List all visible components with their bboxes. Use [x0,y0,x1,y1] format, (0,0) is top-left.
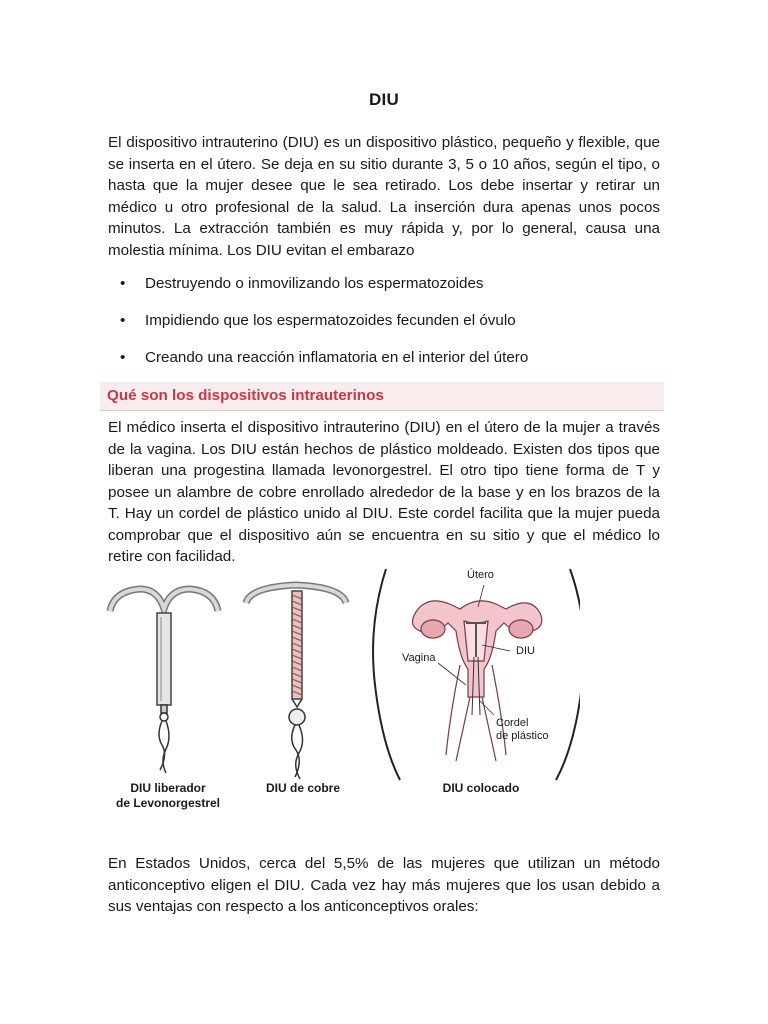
section-paragraph: El médico inserta el dispositivo intrauterino (DIU) en el útero de la mujer a través de la vagina. Los DIU están hechos de plástico moldeado. Existen dos tipos que liberan una progestina llamada levonorgestrel. El otro tipo tiene forma de T y posee un alambre de cobre enrollado alrededor de la base y en los brazos de la T. Hay un cordel de plástico unido al DIU. Este cordel facilita que la mujer pueda comprobar que el dispositivo aún se encuentra en su sitio y que el médico lo retire con facilidad. [108,419,660,565]
bullet-icon: • [120,275,126,292]
list-item-text: Impidiendo que los espermatozoides fecunden el óvulo [145,312,516,329]
label-diu: DIU [516,645,535,657]
label-vagina: Vagina [402,652,436,664]
closing-paragraph: En Estados Unidos, cerca del 5,5% de las mujeres que utilizan un método anticonceptivo eligen el DIU. Cada vez hay más mujeres que los usan debido a sus ventajas con respecto a los anticonceptivos orales: [108,855,660,915]
caption-iud-placed: DIU colocado [442,781,520,795]
label-cordel [496,717,549,743]
caption-hormonal-line2: de Levonorgestrel [115,796,221,810]
label-cordel-line2: de plástico [496,730,549,742]
list-item [118,347,658,384]
bullet-icon: • [120,312,126,329]
list-item [118,273,658,310]
intro-paragraph: El dispositivo intrauterino (DIU) es un dispositivo plástico, pequeño y flexible, que se inserta en el útero. Se deja en su sitio durante 3, 5 o 10 años, según el tipo, o hasta que la mujer desee que le sea retirado. Los debe insertar y retirar un médico u otro profesional de la salud. La inserción dura apenas unos pocos minutos. La extracción también es muy rápida y, por lo general, causa una molestia mínima. Los DIU evitan el embarazo [108,134,660,259]
bullet-icon: • [120,349,126,366]
hormonal-iud-drawing [110,589,218,773]
copper-iud-drawing [246,585,346,779]
section-heading-bar [100,382,664,411]
section-heading: Qué son los dispositivos intrauterinos [107,387,384,404]
caption-hormonal-line1: DIU liberador [130,781,206,795]
iud-figure [100,565,580,825]
bullet-list [118,273,658,384]
list-item [118,310,658,347]
list-item-text: Destruyendo o inmovilizando los espermatozoides [145,275,484,292]
page-title: DIU [369,90,399,109]
label-cordel-line1: Cordel [496,717,529,729]
caption-hormonal-iud [100,781,236,811]
list-item-text: Creando una reacción inflamatoria en el interior del útero [145,349,529,366]
label-utero: Útero [467,569,494,581]
caption-copper-iud: DIU de cobre [265,781,340,795]
